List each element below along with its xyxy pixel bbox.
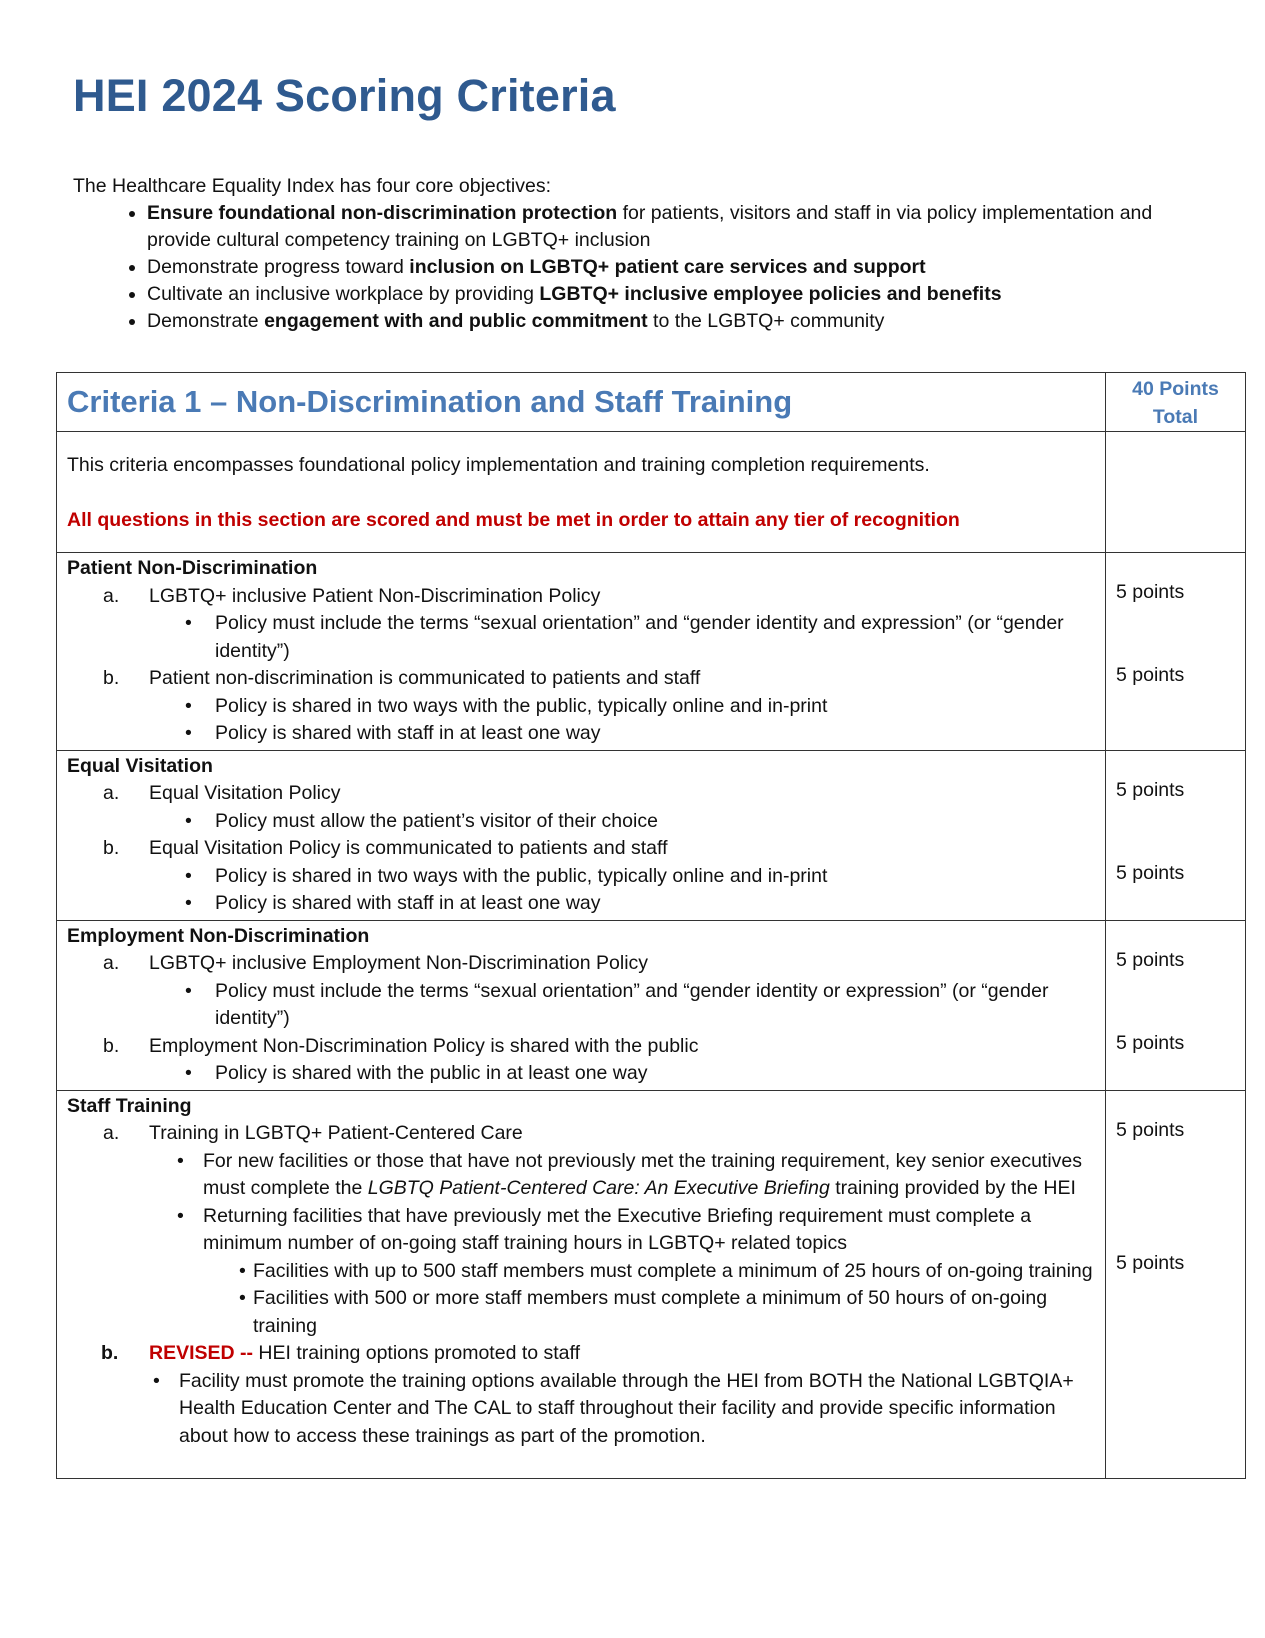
objective-item: • Demonstrate progress toward inclusion on LGBTQ+ patient care services and support xyxy=(147,254,1193,281)
bullet-item: • Policy must include the terms “sexual orientation” and “gender identity and expression” (or “gender identity”) xyxy=(67,610,1095,665)
objectives-list xyxy=(73,200,1193,335)
list-item: b. Employment Non-Discrimination Policy is shared with the public xyxy=(103,1034,699,1057)
criteria-header-row xyxy=(57,373,1246,432)
list-item: b. Equal Visitation Policy is communicated to patients and staff xyxy=(103,837,668,859)
section-visitation-row xyxy=(57,750,1246,920)
objective-item: • Cultivate an inclusive workplace by providing LGBTQ+ inclusive employee policies and benefits xyxy=(147,281,1193,308)
points-value: 5 points xyxy=(1116,948,1185,971)
points-value: 5 points xyxy=(1116,861,1185,884)
points-cell xyxy=(1106,553,1246,751)
section-title: Equal Visitation xyxy=(67,754,213,777)
list-item: b. Patient non-discrimination is communicated to patients and staff xyxy=(103,667,701,689)
sub-bullet-item: • Facilities with up to 500 staff members must complete a minimum of 25 hours of on-going training xyxy=(67,1258,1095,1286)
bullet-item: • Facility must promote the training options available through the HEI from BOTH the National LGBTQIA+ Health Education Center and The CAL to staff throughout their facility and provide specific information about how to access these trainings as part of the promotion. xyxy=(67,1368,1095,1451)
bullet-item: • Policy is shared with staff in at least one way xyxy=(67,890,1095,918)
intro-lead: The Healthcare Equality Index has four core objectives: xyxy=(73,175,552,197)
bullet-item: • Policy is shared in two ways with the public, typically online and in-print xyxy=(67,693,1095,721)
points-value: 5 points xyxy=(1116,1031,1185,1054)
criteria-description-row xyxy=(57,432,1246,553)
criteria-requirement: All questions in this section are scored and must be met in order to attain any tier of recognition xyxy=(67,509,960,531)
section-patient-row xyxy=(57,553,1246,751)
points-value: 5 points xyxy=(1116,664,1185,686)
list-item: a. Training in LGBTQ+ Patient-Centered Care xyxy=(103,1122,523,1144)
list-item: b. REVISED -- HEI training options promoted to staff xyxy=(101,1342,581,1364)
points-value: 5 points xyxy=(1116,1118,1185,1141)
criteria-total-points: 40 Points Total xyxy=(1106,373,1246,432)
bullet-item: • Policy is shared with staff in at least one way xyxy=(67,720,1095,748)
bullet-item: • Policy must include the terms “sexual orientation” and “gender identity or expression” (or “gender identity”) xyxy=(67,978,1095,1033)
bullet-item: • Policy must allow the patient’s visitor of their choice xyxy=(67,808,1095,836)
list-item: a. Equal Visitation Policy xyxy=(103,782,341,804)
list-item: a. LGBTQ+ inclusive Employment Non-Discrimination Policy xyxy=(103,952,649,974)
points-value: 5 points xyxy=(1116,581,1185,603)
section-title: Employment Non-Discrimination xyxy=(67,924,370,947)
sub-bullet-item: • Facilities with 500 or more staff members must complete a minimum of 50 hours of on-going training xyxy=(67,1285,1095,1340)
points-cell xyxy=(1106,750,1246,920)
criteria-description: This criteria encompasses foundational policy implementation and training completion requirements. xyxy=(67,454,930,476)
objective-item: • Ensure foundational non-discrimination protection for patients, visitors and staff in via policy implementation and provide cultural competency training on LGBTQ+ inclusion xyxy=(147,200,1193,254)
intro xyxy=(73,173,1193,335)
bullet-item: • Policy is shared with the public in at least one way xyxy=(67,1060,1095,1088)
points-value: 5 points xyxy=(1116,778,1185,801)
points-cell xyxy=(1106,920,1246,1090)
revised-tag: REVISED -- xyxy=(149,1342,254,1364)
points-value: 5 points xyxy=(1116,1251,1185,1274)
page-title: HEI 2024 Scoring Criteria xyxy=(73,70,616,121)
section-employment-row xyxy=(57,920,1246,1090)
criteria-table xyxy=(56,372,1246,1479)
bullet-item: • For new facilities or those that have not previously met the training requirement, key senior executives must complete the LGBTQ Patient-Centered Care: An Executive Briefing training provided by the HEI xyxy=(67,1148,1095,1203)
section-title: Patient Non-Discrimination xyxy=(67,557,318,579)
criteria-title: Criteria 1 – Non-Discrimination and Staff Training xyxy=(57,373,1106,432)
objective-item: • Demonstrate engagement with and public commitment to the LGBTQ+ community xyxy=(147,308,1193,335)
section-training-row xyxy=(57,1090,1246,1479)
bullet-item: • Returning facilities that have previously met the Executive Briefing requirement must complete a minimum number of on-going staff training hours in LGBTQ+ related topics xyxy=(67,1203,1095,1258)
bullet-item: • Policy is shared in two ways with the public, typically online and in-print xyxy=(67,863,1095,891)
points-cell xyxy=(1106,1090,1246,1479)
section-title: Staff Training xyxy=(67,1094,192,1117)
list-item: a. LGBTQ+ inclusive Patient Non-Discrimination Policy xyxy=(103,584,601,607)
